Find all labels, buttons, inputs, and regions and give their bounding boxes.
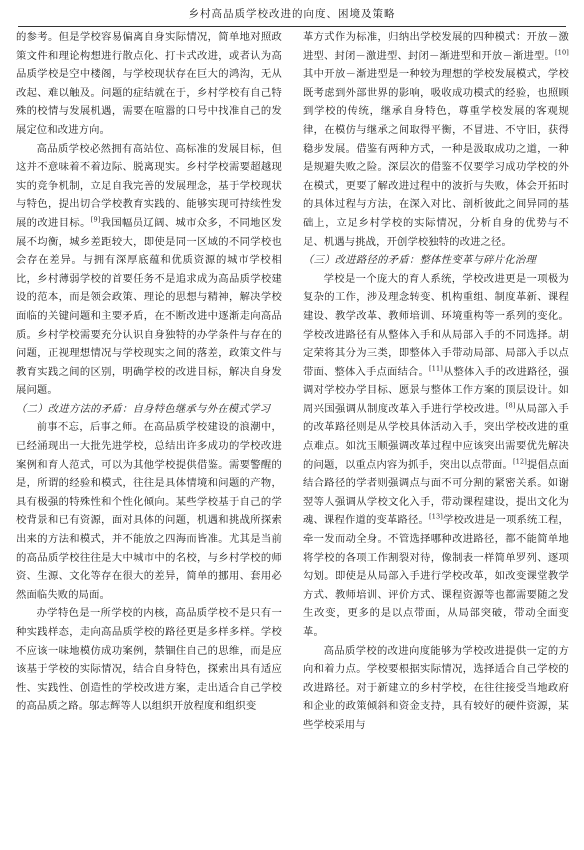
body-paragraph bbox=[16, 604, 282, 716]
body-paragraph bbox=[16, 28, 282, 140]
body-paragraph bbox=[303, 28, 569, 251]
text-run: 其中开放－渐进型是一种较为理想的学校发展模式，学校既考虑到外部世界的影响，吸收成功模式的经验，也照顾到学校的传统，继承自身特色，尊重学校发展的客观规律，在模仿与继承之间取得平衡，不冒进、不守旧，获得稳步发展。借鉴有两种方式，一种是汲取成功之道，一种是规避失败之险。深层次的借鉴不仅要学习成功学校的外在模式，更要了解改进过程中的波折与失败，体会开拓时的具体过程与方法，在深入对比、剖析彼此之间异同的基础上，立足乡村学校的实际情况，分析自身的优势与不足、机遇与挑战，开创学校独特的改进之径。 bbox=[303, 68, 569, 248]
body-paragraph bbox=[303, 270, 569, 642]
left-column bbox=[16, 28, 282, 842]
text-run: 高品质学校必然拥有高站位、高标准的发展目标，但这并不意味着不着边际、脱离现实。乡村学校需要超越现实的竞争机制，立足自我完善的发展理念，基于学校现状与特色，提出切合学校教育实践的、能够实现可持续性发展的改进目标。 bbox=[16, 142, 282, 229]
text-run: 办学特色是一所学校的内核，高品质学校不是只有一种实践样态，走向高品质学校的路径更是多样多样。学校不应该一味地模仿成功案例，禁锢住自己的思维，而是应该基于学校的实际情况，结合自身特色，探索出具有适应性、实践性、创造性的学校改进方案，走出适合自己学校的高品质之路。邬志辉等人以组织开放程度和组织变 bbox=[16, 607, 282, 713]
text-run: 高品质学校的改进向度能够为学校改进提供一定的方向和着力点。学校要根据实际情况，选择适合自己学校的改进路径。对于新建立的乡村学校，在往往接受当地政府和企业的政策倾斜和资金支持，具有较好的硬件资源，某些学校采用与 bbox=[303, 644, 569, 731]
text-run: 学校是一个庞大的育人系统，学校改进更是一项极为复杂的工作，涉及理念转变、机构重组、制度革新、课程建设、教学改革、教师培训、环境重构等一系列的变化。学校改进路径有从整体入手和从局部入手的不同选择。胡定荣将其分为三类，即整体入手带动局部、局部入手以点带面、整体入手点面结合。 bbox=[303, 272, 569, 378]
text-run: 前事不忘，后事之师。在高品质学校建设的浪潮中，已经涌现出一大批先进学校，总结出许多成功的学校改进案例和育人范式，可以为其他学校提供借鉴。需要警醒的是，所谓的经验和模式，往往是具体情境和问题的产物，具有极强的特殊性和个性化倾向。某些学校基于自己的学校背景和已有资源，面对具体的问题，机遇和挑战所探索出来的方法和模式，并不能放之四海而皆准。尤其是当前的高品质学校往往是大中城市中的名校，与乡村学校的师资、生源、文化等存在很大的差异，简单的挪用、套用必然面临失败的局面。 bbox=[16, 421, 282, 601]
section-heading: （三）改进路径的矛盾：整体性变革与碎片化治理 bbox=[303, 254, 537, 267]
text-run: 革方式作为标准，归纳出学校发展的四种模式：开放－激进型、封闭－激进型、封闭－渐进型和开放－渐进型。 bbox=[303, 31, 569, 62]
citation-ref: [8] bbox=[505, 401, 516, 410]
text-run: 我国幅员辽阔、城市众多，不同地区发展不均衡，城乡差距较大，即使是同一区域的不同学校也会存在差异。与拥有深厚底蕴和优质资源的城市学校相比，乡村薄弱学校的首要任务不是追求成为高品质学校建设的范本，而是领会政策、理论的思想与精神，解决学校面临的关键问题和主要矛盾，在不断改进中逐渐走向高品质。乡村学校需要充分认识自身独特的办学条件与存在的问题，正视理想情况与学校现实之间的落差，政策文件与教育实践之间的区别，明确学校的改进目标，解决自身发展问题。 bbox=[16, 216, 282, 397]
text-run: 提倡点面结合路径的学者则强调点与面不可分割的紧密关系。如谢翌等人强调从学校文化入手，带动课程建设，提出文化为魂、课程作道的变革路径。 bbox=[303, 458, 569, 527]
running-title: 乡村高品质学校改进的向度、困境及策略 bbox=[188, 8, 396, 20]
text-run: 学校改进是一项系统工程，牵一发而动全身。不管选择哪种改进路径，都不能简单地将学校的各项工作割裂对待，像制表一样简单罗列、逐项勾划。即使是从局部入手进行学校改革，如改变课堂教学方式、教师培训、评价方式、课程资源等也都需要随之发生改变，更多的是以点带面，从局部突破，带动全面变革。 bbox=[303, 514, 569, 638]
citation-ref: [9] bbox=[90, 215, 101, 224]
body-paragraph bbox=[16, 140, 282, 400]
body-paragraph bbox=[16, 418, 282, 604]
right-column bbox=[303, 28, 569, 842]
citation-ref: [10] bbox=[555, 48, 569, 57]
citation-ref: [11] bbox=[429, 364, 443, 373]
text-run: 的参考。但是学校容易偏离自身实际情况，简单地对照政策文件和理论构想进行散点化、打卡式改进，或者认为高品质学校是空中楼阁，与学校现状存在巨大的鸿沟，无从改起、难以触及。问题的症结就在于，乡村学校有自己特殊的校情与发展机遇，需要在喧嚣的口号中找准自己的发展定位和改进方向。 bbox=[16, 31, 282, 136]
body-paragraph bbox=[303, 642, 569, 735]
running-header bbox=[18, 6, 566, 27]
text-run: 从局部入手的改革路径则是从学校具体活动入手，突出学校改进的重点难点。如沈玉顺强调改革过程中应该突出需要优先解决的问题，以重点内容为抓手，突出以点带面。 bbox=[303, 402, 569, 471]
citation-ref: [12] bbox=[513, 457, 527, 466]
citation-ref: [13] bbox=[429, 513, 443, 522]
text-run: 从整体入手的改进路径，强调对学校办学目标、愿景与整体工作方案的顶层设计。如周兴国强调从制度改革入手进行学校改进。 bbox=[303, 365, 569, 415]
section-heading: （二）改进方法的矛盾：自身特色继承与外在模式学习 bbox=[16, 402, 271, 415]
